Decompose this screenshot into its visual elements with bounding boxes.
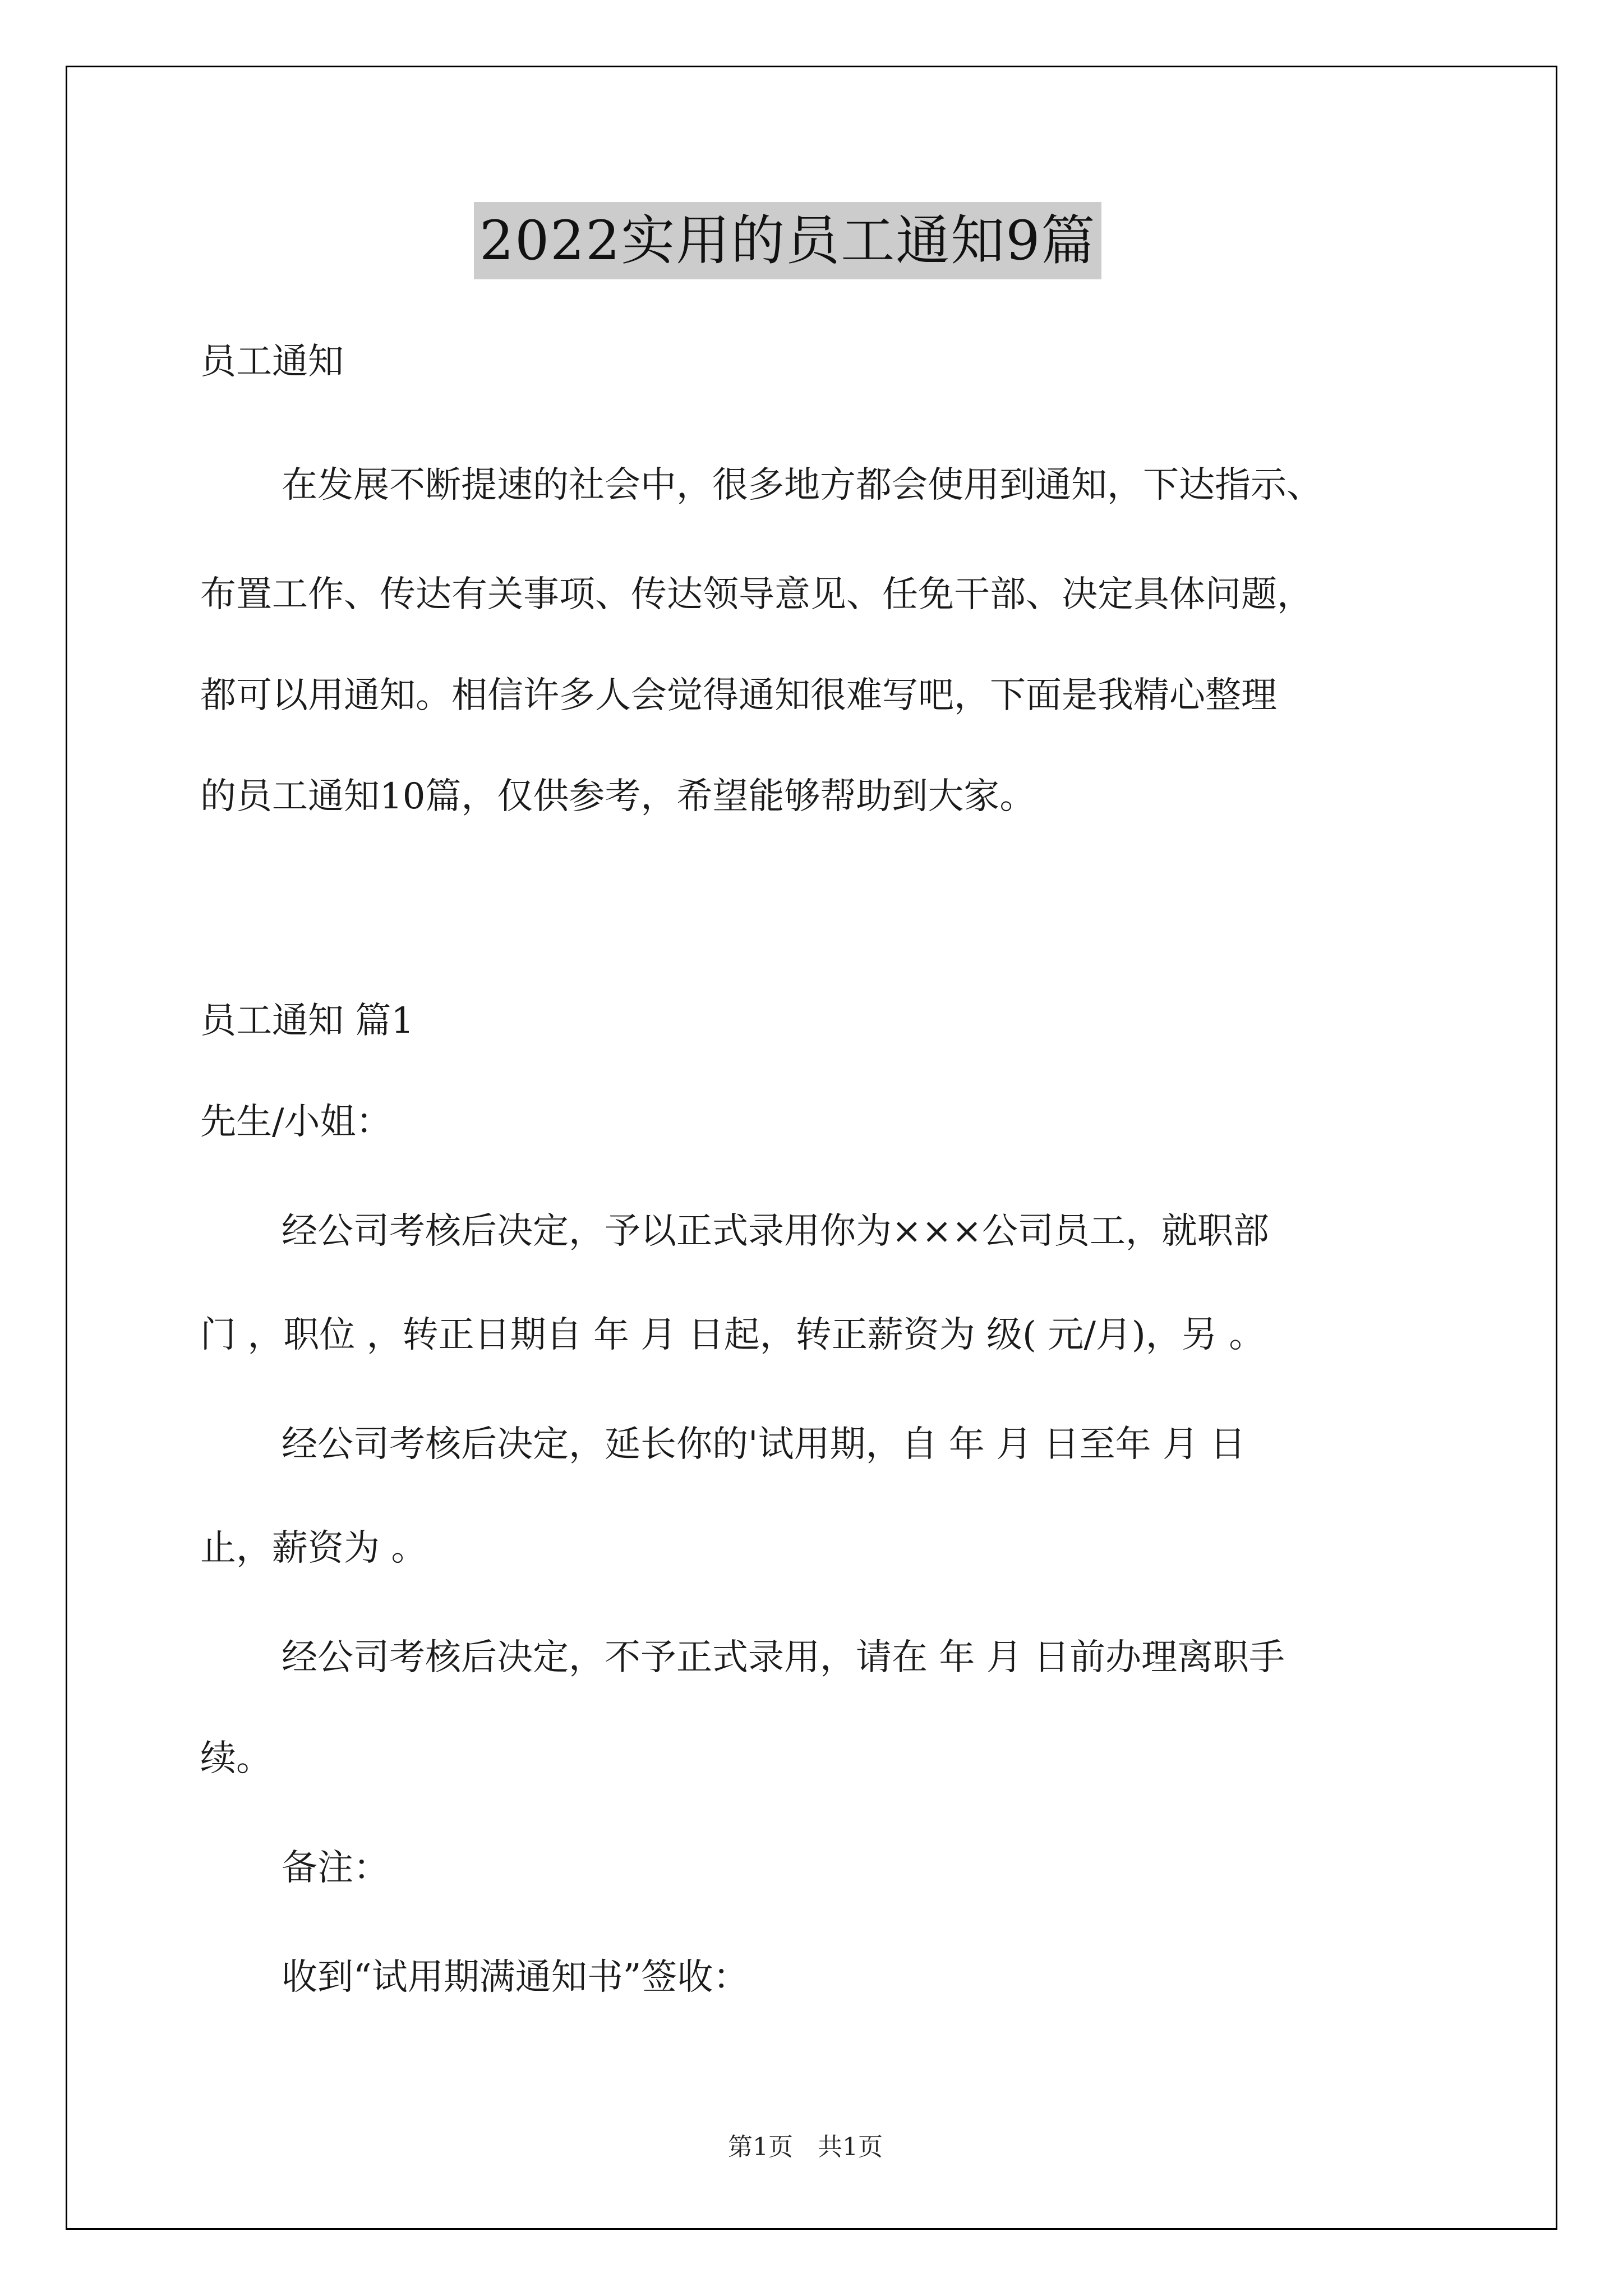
page-border — [66, 66, 1557, 2230]
page-number-footer: 第1页 共1页 — [728, 2133, 883, 2161]
body-line: 门 ，职位 ，转正日期自 年 月 日起，转正薪资为 级( 元/月)，另 。 — [200, 1314, 1265, 1356]
intro-heading: 员工通知 — [200, 341, 344, 383]
body-line: 经公司考核后决定，延长你的'试用期，自 年 月 日至年 月 日 — [282, 1424, 1246, 1465]
section-heading: 员工通知 篇1 — [200, 1000, 414, 1042]
body-line: 止，薪资为 。 — [200, 1527, 427, 1569]
intro-paragraph-line: 的员工通知10篇，仅供参考，希望能够帮助到大家。 — [200, 776, 1036, 817]
body-line: 经公司考核后决定，予以正式录用你为×××公司员工，就职部 — [282, 1211, 1269, 1252]
body-line: 续。 — [200, 1738, 272, 1779]
intro-paragraph-line: 布置工作、传达有关事项、传达领导意见、任免干部、决定具体问题， — [200, 574, 1313, 615]
body-line: 收到“试用期满通知书”签收： — [282, 1957, 749, 1998]
body-line: 经公司考核后决定，不予正式录用，请在 年 月 日前办理离职手 — [282, 1637, 1285, 1678]
intro-paragraph-line: 在发展不断提速的社会中，很多地方都会使用到通知，下达指示、 — [282, 464, 1322, 506]
document-title: 2022实用的员工通知9篇 — [474, 202, 1101, 279]
intro-paragraph-line: 都可以用通知。相信许多人会觉得通知很难写吧，下面是我精心整理 — [200, 675, 1277, 716]
body-line: 备注： — [282, 1847, 389, 1889]
salutation: 先生/小姐： — [200, 1101, 392, 1143]
